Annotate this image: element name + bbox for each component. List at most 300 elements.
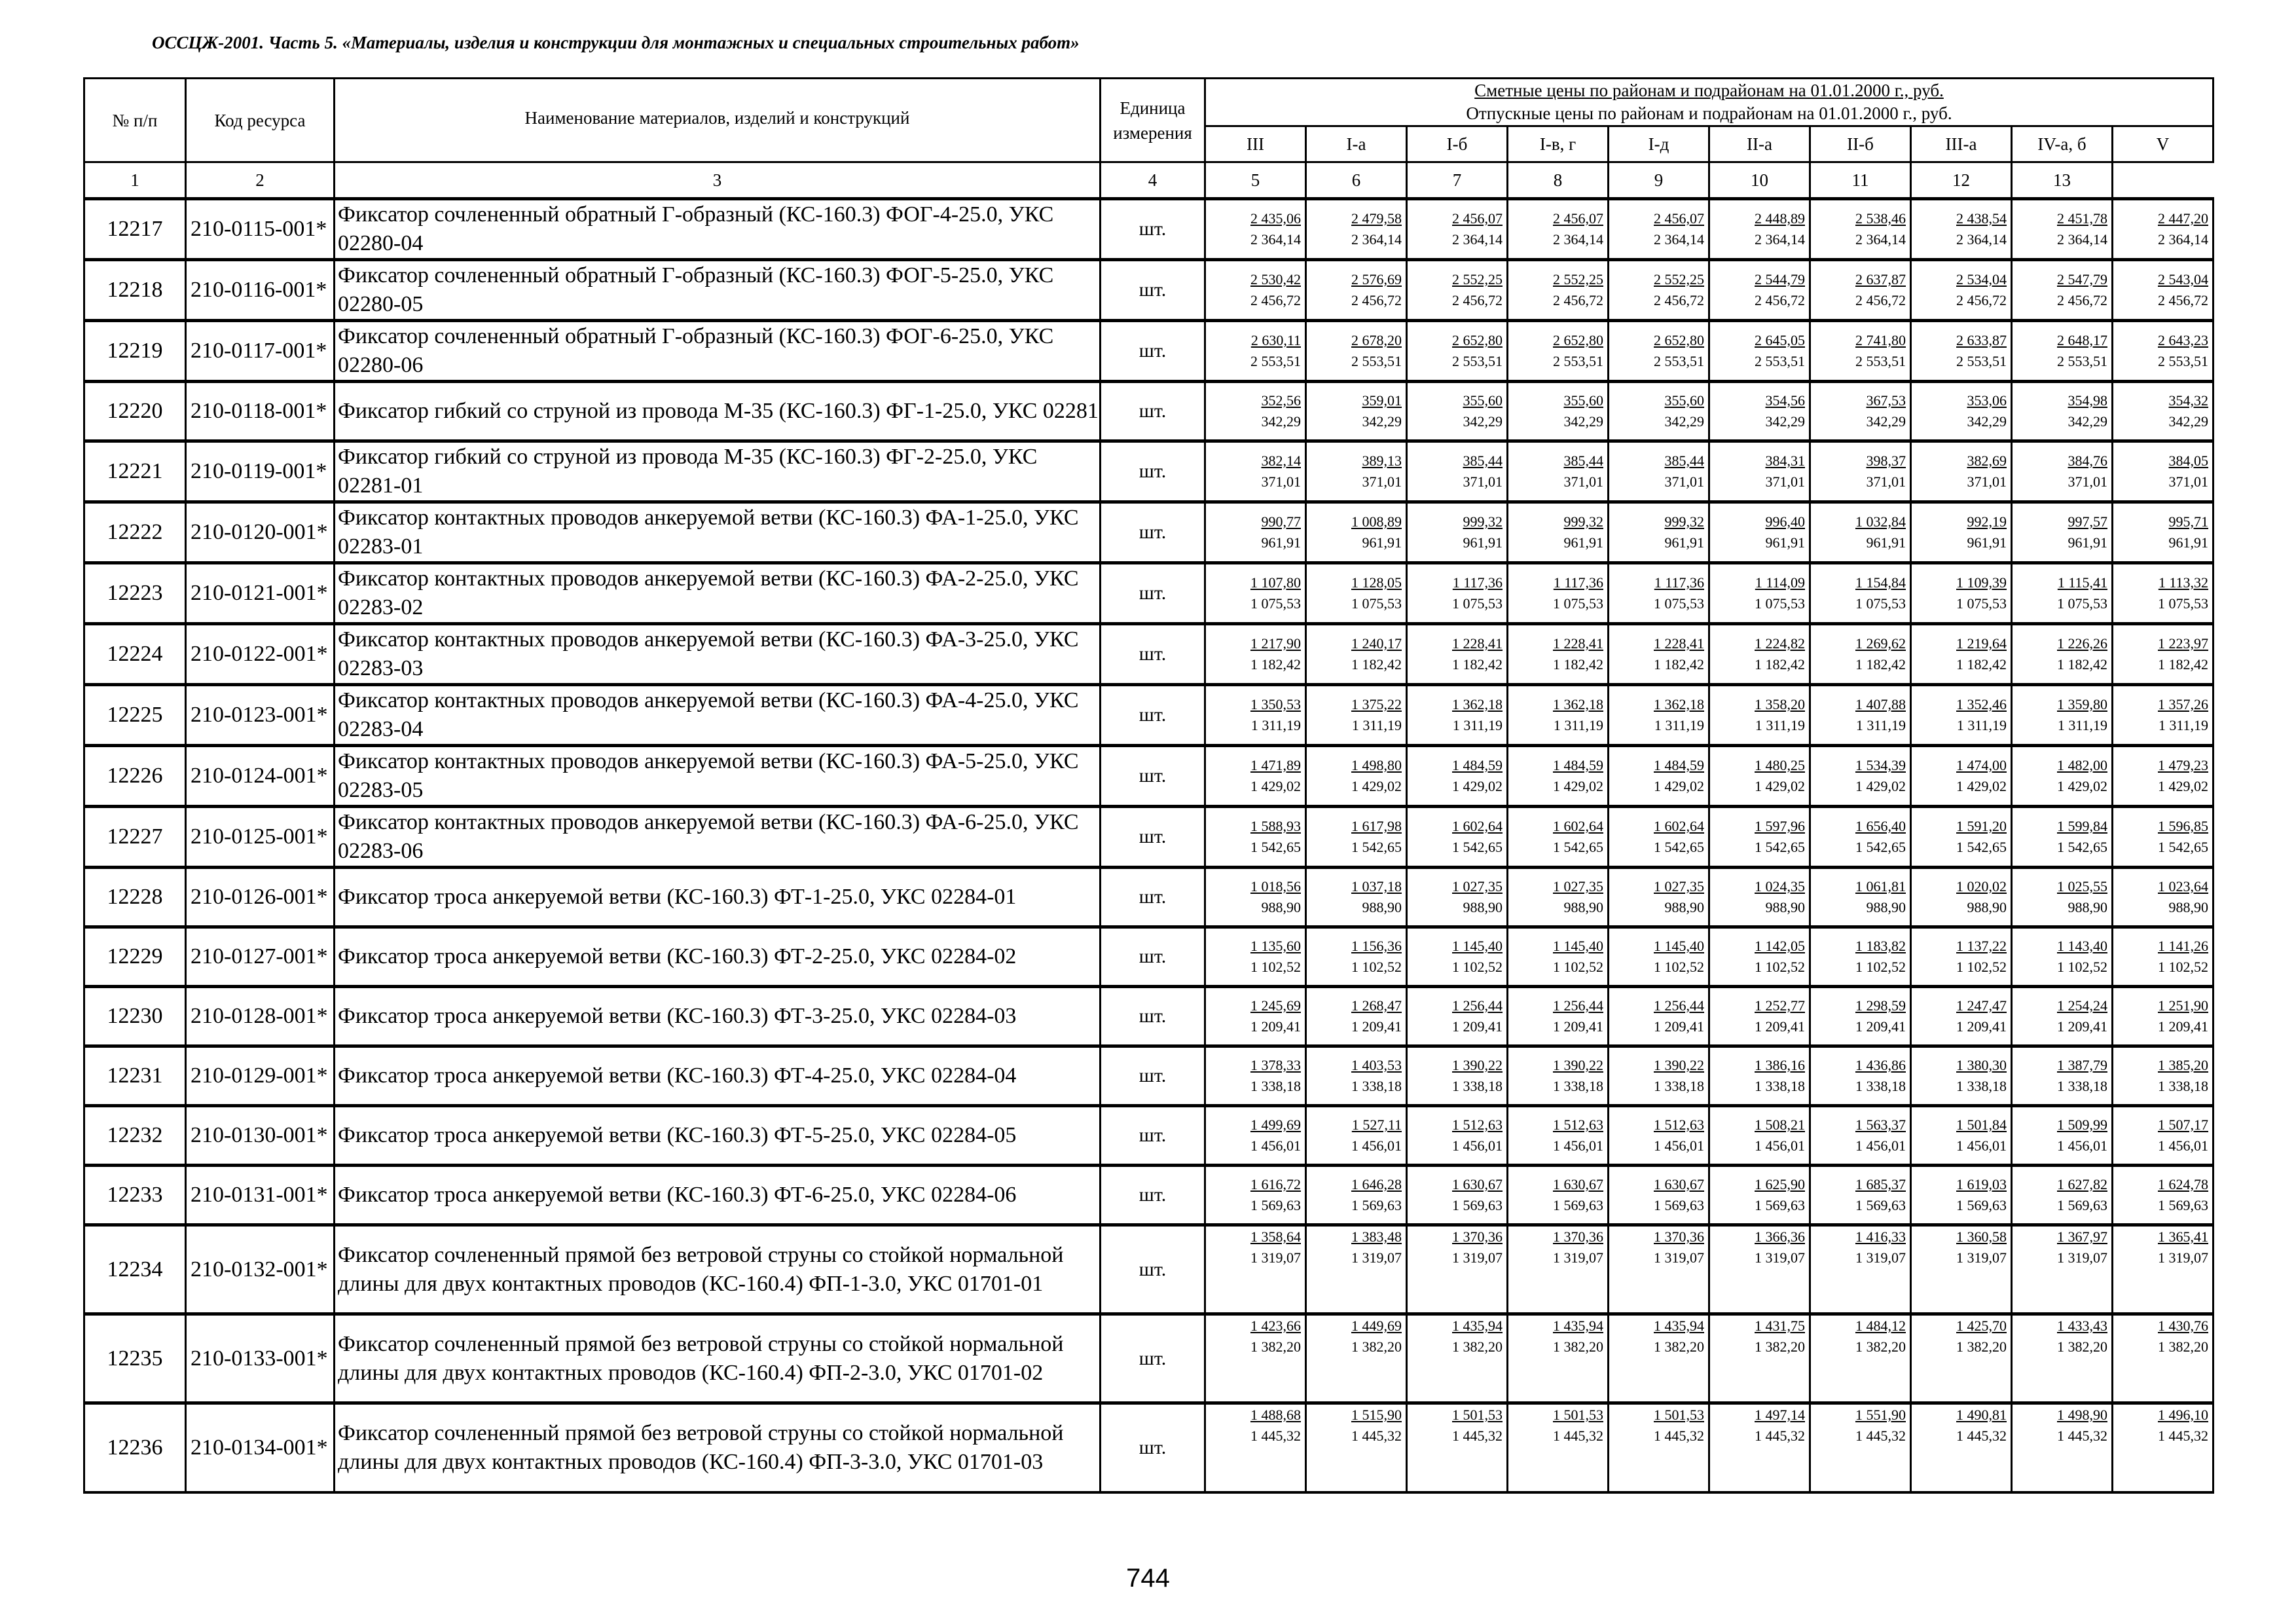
release-price: 2 456,72 — [1855, 292, 1906, 308]
price-cell — [1407, 260, 1508, 321]
estimate-price: 2 741,80 — [1855, 332, 1906, 348]
estimate-price: 1 375,22 — [1351, 696, 1402, 712]
unit-of-measure: шт. — [1101, 1166, 1205, 1225]
estimate-price: 2 544,79 — [1755, 271, 1805, 287]
release-price: 1 429,02 — [2057, 778, 2107, 794]
price-cell — [1911, 746, 2012, 807]
release-price: 1 102,52 — [2158, 959, 2208, 975]
release-price: 1 542,65 — [1956, 839, 2007, 855]
release-price: 1 102,52 — [2057, 959, 2107, 975]
release-price: 1 542,65 — [1755, 839, 1805, 855]
estimate-price: 1 370,36 — [1654, 1228, 1704, 1245]
material-name: Фиксатор сочлененный обратный Г-образный (КС-160.3) ФОГ-5-25.0, УКС 02280-05 — [335, 260, 1101, 321]
estimate-price: 1 624,78 — [2158, 1176, 2208, 1192]
estimate-price: 354,56 — [1765, 392, 1805, 409]
resource-code: 210-0127-001* — [186, 927, 335, 987]
table-row — [84, 382, 2214, 441]
unit-of-measure: шт. — [1101, 1314, 1205, 1403]
price-cell — [1709, 807, 1810, 868]
price-cell — [2113, 260, 2214, 321]
price-cell — [2113, 1046, 2214, 1106]
release-price: 342,29 — [1261, 413, 1301, 430]
estimate-price: 1 156,36 — [1351, 938, 1402, 954]
price-cell — [1205, 807, 1306, 868]
release-price: 2 456,72 — [1755, 292, 1805, 308]
price-cell — [2012, 382, 2113, 441]
resource-code: 210-0131-001* — [186, 1166, 335, 1225]
column-number: 1 — [84, 162, 186, 199]
price-cell — [1810, 927, 1911, 987]
release-price: 1 075,53 — [2158, 595, 2208, 612]
price-cell — [1810, 199, 1911, 260]
estimate-price: 1 512,63 — [1553, 1116, 1603, 1133]
estimate-price: 354,98 — [2068, 392, 2107, 409]
release-price: 2 553,51 — [2057, 353, 2107, 369]
table-row — [84, 1046, 2214, 1106]
column-header-name: Наименование материалов, изделий и конструкций — [335, 79, 1101, 162]
release-price: 371,01 — [1563, 473, 1603, 490]
release-price: 1 338,18 — [1250, 1078, 1301, 1094]
estimate-price: 1 501,53 — [1452, 1407, 1503, 1423]
release-price: 1 456,01 — [1553, 1137, 1603, 1154]
price-cell — [1205, 868, 1306, 927]
release-price: 1 311,19 — [1855, 717, 1906, 733]
price-cell — [1911, 382, 2012, 441]
estimate-price: 1 061,81 — [1855, 878, 1906, 895]
price-cell — [1911, 1314, 2012, 1403]
estimate-price: 1 117,36 — [1452, 574, 1503, 591]
release-price: 1 182,42 — [1956, 656, 2007, 673]
estimate-price: 999,32 — [1664, 513, 1704, 530]
release-price: 342,29 — [2068, 413, 2107, 430]
release-price: 371,01 — [1261, 473, 1301, 490]
estimate-price: 1 403,53 — [1351, 1057, 1402, 1073]
price-cell — [1709, 382, 1810, 441]
release-price: 2 364,14 — [1956, 231, 2007, 248]
price-cell — [1609, 382, 1709, 441]
price-cell — [2012, 1314, 2113, 1403]
unit-of-measure: шт. — [1101, 624, 1205, 685]
release-price: 988,90 — [1664, 899, 1704, 915]
price-cell — [1407, 746, 1508, 807]
estimate-price: 1 597,96 — [1755, 818, 1805, 834]
release-price: 342,29 — [1967, 413, 2007, 430]
estimate-price: 2 538,46 — [1855, 210, 1906, 227]
price-cell — [1911, 1106, 2012, 1166]
price-cell — [2113, 746, 2214, 807]
release-price: 1 319,07 — [1956, 1249, 2007, 1266]
price-cell — [1306, 1106, 1407, 1166]
release-price: 371,01 — [2068, 473, 2107, 490]
release-price: 1 338,18 — [1553, 1078, 1603, 1094]
release-price: 1 102,52 — [1956, 959, 2007, 975]
resource-code: 210-0133-001* — [186, 1314, 335, 1403]
price-cell — [1306, 868, 1407, 927]
release-price: 1 429,02 — [1956, 778, 2007, 794]
estimate-price: 1 496,10 — [2158, 1407, 2208, 1423]
price-cell — [1609, 199, 1709, 260]
estimate-price: 1 602,64 — [1452, 818, 1503, 834]
estimate-price: 1 515,90 — [1351, 1407, 1402, 1423]
material-name: Фиксатор сочлененный обратный Г-образный (КС-160.3) ФОГ-4-25.0, УКС 02280-04 — [335, 199, 1101, 260]
row-number: 12222 — [84, 502, 186, 563]
price-cell — [2012, 199, 2113, 260]
column-number: 5 — [1205, 162, 1306, 199]
estimate-price: 1 390,22 — [1654, 1057, 1704, 1073]
estimate-price: 1 646,28 — [1351, 1176, 1402, 1192]
price-cell — [2113, 1106, 2214, 1166]
estimate-price: 1 142,05 — [1755, 938, 1805, 954]
price-cell — [2012, 987, 2113, 1046]
estimate-price: 1 113,32 — [2158, 574, 2208, 591]
price-cell — [1508, 563, 1609, 624]
table-row — [84, 927, 2214, 987]
estimate-price: 1 512,63 — [1654, 1116, 1704, 1133]
row-number: 12235 — [84, 1314, 186, 1403]
estimate-price: 1 563,37 — [1855, 1116, 1906, 1133]
price-cell — [1407, 502, 1508, 563]
estimate-price: 2 643,23 — [2158, 332, 2208, 348]
column-number: 2 — [186, 162, 335, 199]
price-cell — [1306, 321, 1407, 382]
price-cell — [1205, 1403, 1306, 1492]
price-cell — [1205, 563, 1306, 624]
estimate-price: 1 143,40 — [2057, 938, 2107, 954]
release-price: 371,01 — [1463, 473, 1503, 490]
release-price: 961,91 — [1463, 534, 1503, 551]
price-cell — [1508, 502, 1609, 563]
price-cell — [1609, 321, 1709, 382]
price-cell — [2012, 685, 2113, 746]
release-price: 1 569,63 — [1553, 1197, 1603, 1213]
price-cell — [1609, 987, 1709, 1046]
estimate-price: 389,13 — [1362, 452, 1402, 469]
estimate-price: 385,44 — [1664, 452, 1704, 469]
release-price: 1 075,53 — [2057, 595, 2107, 612]
estimate-price: 1 366,36 — [1755, 1228, 1805, 1245]
price-cell — [1306, 927, 1407, 987]
release-price: 1 382,20 — [1755, 1338, 1805, 1355]
unit-of-measure: шт. — [1101, 199, 1205, 260]
region-header: I-д — [1609, 126, 1709, 162]
price-cell — [1205, 199, 1306, 260]
release-price: 988,90 — [1261, 899, 1301, 915]
material-name: Фиксатор троса анкеруемой ветви (КС-160.3) ФТ-6-25.0, УКС 02284-06 — [335, 1166, 1101, 1225]
estimate-price: 1 008,89 — [1351, 513, 1402, 530]
price-cell — [2113, 868, 2214, 927]
unit-of-measure: шт. — [1101, 807, 1205, 868]
release-price: 342,29 — [1765, 413, 1805, 430]
release-price: 2 456,72 — [1351, 292, 1402, 308]
unit-of-measure: шт. — [1101, 502, 1205, 563]
estimate-price: 1 370,36 — [1452, 1228, 1503, 1245]
material-name: Фиксатор контактных проводов анкеруемой ветви (КС-160.3) ФА-5-25.0, УКС 02283-05 — [335, 746, 1101, 807]
estimate-price: 1 228,41 — [1654, 635, 1704, 652]
price-cell — [2113, 563, 2214, 624]
estimate-price: 1 219,64 — [1956, 635, 2007, 652]
price-cell — [1205, 1225, 1306, 1314]
release-price: 1 456,01 — [1855, 1137, 1906, 1154]
release-price: 1 075,53 — [1855, 595, 1906, 612]
unit-of-measure: шт. — [1101, 868, 1205, 927]
estimate-price: 1 602,64 — [1553, 818, 1603, 834]
estimate-price: 1 386,16 — [1755, 1057, 1805, 1073]
release-price: 1 445,32 — [1553, 1428, 1603, 1444]
estimate-price: 1 024,35 — [1755, 878, 1805, 895]
price-cell — [2012, 868, 2113, 927]
price-cell — [1609, 1106, 1709, 1166]
price-cell — [1205, 382, 1306, 441]
release-price: 1 102,52 — [1452, 959, 1503, 975]
release-price: 1 569,63 — [1855, 1197, 1906, 1213]
table-row — [84, 321, 2214, 382]
resource-code: 210-0122-001* — [186, 624, 335, 685]
release-price: 1 338,18 — [2057, 1078, 2107, 1094]
estimate-price: 384,05 — [2168, 452, 2208, 469]
release-price: 1 569,63 — [1452, 1197, 1503, 1213]
price-cell — [1609, 868, 1709, 927]
price-cell — [2113, 1403, 2214, 1492]
material-name: Фиксатор гибкий со струной из провода М-35 (КС-160.3) ФГ-2-25.0, УКС 02281-01 — [335, 441, 1101, 502]
estimate-price: 2 456,07 — [1654, 210, 1704, 227]
release-price: 342,29 — [1362, 413, 1402, 430]
release-price: 1 209,41 — [1855, 1018, 1906, 1035]
estimate-price: 1 256,44 — [1654, 997, 1704, 1014]
release-price: 1 382,20 — [1250, 1338, 1301, 1355]
column-header-unit: Единица измерения — [1101, 79, 1205, 162]
price-cell — [1407, 868, 1508, 927]
estimate-price: 1 435,94 — [1452, 1318, 1503, 1334]
release-price: 2 364,14 — [2057, 231, 2107, 248]
release-price: 1 429,02 — [1452, 778, 1503, 794]
release-price: 1 569,63 — [1956, 1197, 2007, 1213]
unit-of-measure: шт. — [1101, 1403, 1205, 1492]
estimate-price: 2 543,04 — [2158, 271, 2208, 287]
price-cell — [1407, 1166, 1508, 1225]
price-cell — [1306, 685, 1407, 746]
price-cell — [2012, 1403, 2113, 1492]
estimate-price: 1 245,69 — [1250, 997, 1301, 1014]
price-table — [83, 77, 2214, 1494]
material-name: Фиксатор троса анкеруемой ветви (КС-160.3) ФТ-5-25.0, УКС 02284-05 — [335, 1106, 1101, 1166]
release-price: 1 382,20 — [1654, 1338, 1704, 1355]
release-price: 988,90 — [1362, 899, 1402, 915]
release-price: 1 182,42 — [1553, 656, 1603, 673]
estimate-price: 1 359,80 — [2057, 696, 2107, 712]
estimate-price: 1 128,05 — [1351, 574, 1402, 591]
estimate-price: 2 448,89 — [1755, 210, 1805, 227]
price-cell — [1810, 746, 1911, 807]
price-cell — [1306, 563, 1407, 624]
price-cell — [1205, 746, 1306, 807]
price-cell — [1911, 927, 2012, 987]
price-cell — [2012, 927, 2113, 987]
row-number: 12220 — [84, 382, 186, 441]
resource-code: 210-0130-001* — [186, 1106, 335, 1166]
price-cell — [1911, 260, 2012, 321]
table-row — [84, 987, 2214, 1046]
price-cell — [1205, 987, 1306, 1046]
price-cell — [1508, 807, 1609, 868]
price-cell — [1205, 624, 1306, 685]
estimate-price: 1 350,53 — [1250, 696, 1301, 712]
material-name: Фиксатор контактных проводов анкеруемой ветви (КС-160.3) ФА-3-25.0, УКС 02283-03 — [335, 624, 1101, 685]
release-price: 1 075,53 — [1654, 595, 1704, 612]
release-price: 1 311,19 — [1250, 717, 1301, 733]
price-cell — [1407, 987, 1508, 1046]
price-cell — [1609, 502, 1709, 563]
table-row — [84, 1106, 2214, 1166]
release-price: 1 382,20 — [1956, 1338, 2007, 1355]
release-price: 1 102,52 — [1351, 959, 1402, 975]
estimate-price: 1 145,40 — [1452, 938, 1503, 954]
price-cell — [1306, 502, 1407, 563]
resource-code: 210-0123-001* — [186, 685, 335, 746]
release-price: 1 182,42 — [1855, 656, 1906, 673]
estimate-price: 2 479,58 — [1351, 210, 1402, 227]
resource-code: 210-0116-001* — [186, 260, 335, 321]
price-cell — [1709, 1403, 1810, 1492]
price-cell — [1709, 563, 1810, 624]
price-cell — [1709, 502, 1810, 563]
estimate-price: 1 362,18 — [1452, 696, 1503, 712]
price-cell — [1810, 502, 1911, 563]
estimate-price: 398,37 — [1866, 452, 1906, 469]
estimate-price: 1 436,86 — [1855, 1057, 1906, 1073]
material-name: Фиксатор гибкий со струной из провода М-35 (КС-160.3) ФГ-1-25.0, УКС 02281 — [335, 382, 1101, 441]
price-cell — [1911, 987, 2012, 1046]
table-row — [84, 746, 2214, 807]
row-number: 12233 — [84, 1166, 186, 1225]
release-price: 1 319,07 — [1250, 1249, 1301, 1266]
release-price: 988,90 — [1563, 899, 1603, 915]
price-cell — [1609, 441, 1709, 502]
release-price: 1 456,01 — [1351, 1137, 1402, 1154]
price-cell — [1911, 1225, 2012, 1314]
release-price: 1 102,52 — [1855, 959, 1906, 975]
price-cell — [1306, 1403, 1407, 1492]
price-cell — [2113, 502, 2214, 563]
estimate-price: 1 023,64 — [2158, 878, 2208, 895]
estimate-price: 2 435,06 — [1250, 210, 1301, 227]
release-price: 1 445,32 — [1755, 1428, 1805, 1444]
release-price: 1 542,65 — [1553, 839, 1603, 855]
table-row — [84, 1314, 2214, 1403]
unit-of-measure: шт. — [1101, 260, 1205, 321]
estimate-price: 1 357,26 — [2158, 696, 2208, 712]
release-price: 1 445,32 — [1351, 1428, 1402, 1444]
release-price: 1 542,65 — [1351, 839, 1402, 855]
release-price: 961,91 — [1866, 534, 1906, 551]
estimate-price: 1 115,41 — [2057, 574, 2107, 591]
release-price: 988,90 — [1967, 899, 2007, 915]
estimate-price: 367,53 — [1866, 392, 1906, 409]
resource-code: 210-0129-001* — [186, 1046, 335, 1106]
estimate-price: 384,31 — [1765, 452, 1805, 469]
resource-code: 210-0125-001* — [186, 807, 335, 868]
estimate-price: 999,32 — [1463, 513, 1503, 530]
material-name: Фиксатор сочлененный обратный Г-образный (КС-160.3) ФОГ-6-25.0, УКС 02280-06 — [335, 321, 1101, 382]
estimate-price: 1 617,98 — [1351, 818, 1402, 834]
row-number: 12223 — [84, 563, 186, 624]
resource-code: 210-0132-001* — [186, 1225, 335, 1314]
price-cell — [1205, 441, 1306, 502]
estimate-price: 1 107,80 — [1250, 574, 1301, 591]
release-price: 1 456,01 — [1654, 1137, 1704, 1154]
price-cell — [1407, 382, 1508, 441]
price-cell — [1911, 868, 2012, 927]
estimate-price: 2 552,25 — [1654, 271, 1704, 287]
resource-code: 210-0118-001* — [186, 382, 335, 441]
material-name: Фиксатор сочлененный прямой без ветровой струны со стойкой нормальной длины для двух контактных проводов (КС-160.4) ФП-3-3.0, УКС 01701-03 — [335, 1403, 1101, 1492]
estimate-price: 2 530,42 — [1250, 271, 1301, 287]
estimate-price: 992,19 — [1967, 513, 2007, 530]
release-price: 1 456,01 — [2057, 1137, 2107, 1154]
estimate-price: 1 027,35 — [1452, 878, 1503, 895]
price-cell — [1508, 382, 1609, 441]
release-price: 1 319,07 — [1755, 1249, 1805, 1266]
release-price: 1 382,20 — [1553, 1338, 1603, 1355]
estimate-price: 1 117,36 — [1654, 574, 1704, 591]
estimate-price: 2 648,17 — [2057, 332, 2107, 348]
price-cell — [1205, 321, 1306, 382]
estimate-price: 385,44 — [1463, 452, 1503, 469]
release-price: 1 319,07 — [2158, 1249, 2208, 1266]
release-price: 1 569,63 — [1654, 1197, 1704, 1213]
price-cell — [2012, 1046, 2113, 1106]
price-cell — [1810, 987, 1911, 1046]
column-header-code: Код ресурса — [186, 79, 335, 162]
release-price: 1 075,53 — [1351, 595, 1402, 612]
estimate-price: 354,32 — [2168, 392, 2208, 409]
table-row — [84, 502, 2214, 563]
release-price: 2 553,51 — [1351, 353, 1402, 369]
release-price: 1 075,53 — [1452, 595, 1503, 612]
price-cell — [1810, 1403, 1911, 1492]
price-cell — [1205, 1106, 1306, 1166]
price-cell — [1508, 927, 1609, 987]
price-cell — [1709, 624, 1810, 685]
estimate-price: 1 435,94 — [1654, 1318, 1704, 1334]
release-price: 961,91 — [1664, 534, 1704, 551]
estimate-price: 1 228,41 — [1452, 635, 1503, 652]
release-price: 1 542,65 — [2057, 839, 2107, 855]
price-cell — [1508, 685, 1609, 746]
estimate-price: 1 484,59 — [1452, 757, 1503, 773]
price-cell — [1810, 868, 1911, 927]
column-header-prices — [1205, 79, 2214, 126]
release-price: 2 456,72 — [2057, 292, 2107, 308]
estimate-price: 1 027,35 — [1654, 878, 1704, 895]
estimate-price: 1 025,55 — [2057, 878, 2107, 895]
price-cell — [2113, 1225, 2214, 1314]
unit-of-measure: шт. — [1101, 441, 1205, 502]
column-header-num: № п/п — [84, 79, 186, 162]
row-number: 12224 — [84, 624, 186, 685]
row-number: 12232 — [84, 1106, 186, 1166]
release-price: 1 182,42 — [1250, 656, 1301, 673]
estimate-price: 1 387,79 — [2057, 1057, 2107, 1073]
price-cell — [1709, 927, 1810, 987]
resource-code: 210-0120-001* — [186, 502, 335, 563]
estimate-price: 1 591,20 — [1956, 818, 2007, 834]
price-cell — [1508, 1403, 1609, 1492]
price-cell — [1609, 746, 1709, 807]
estimate-price: 2 456,07 — [1452, 210, 1503, 227]
estimate-price: 1 501,53 — [1654, 1407, 1704, 1423]
price-cell — [1810, 807, 1911, 868]
estimate-price: 2 552,25 — [1553, 271, 1603, 287]
